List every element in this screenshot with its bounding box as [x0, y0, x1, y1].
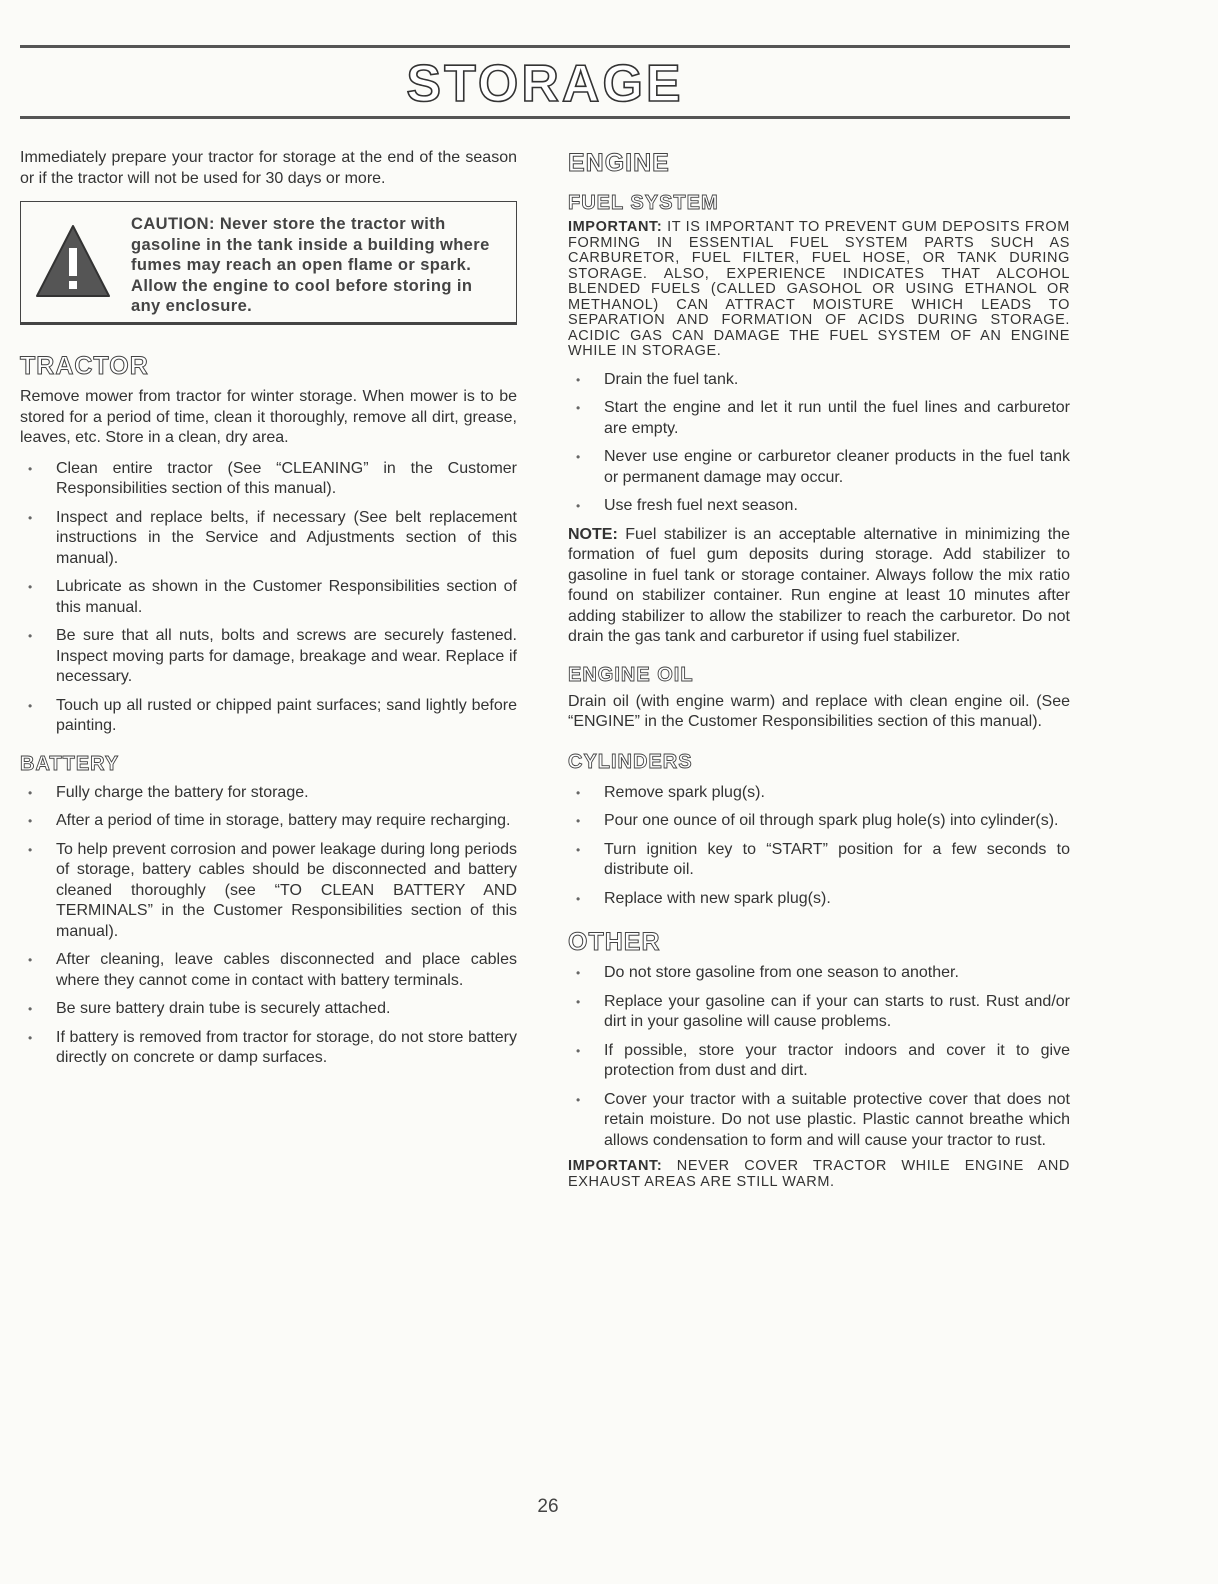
- other-important-text: IMPORTANT: NEVER COVER TRACTOR WHILE ENGINE AND EXHAUST AREAS ARE STILL WARM.: [568, 1158, 1070, 1190]
- fuel-important-text: IMPORTANT: IT IS IMPORTANT TO PREVENT GUM DEPOSITS FROM FORMING IN ESSENTIAL FUEL SYSTEM PARTS SUCH AS CARBURETOR, FUEL FILTER, FUEL HOSE, OR TANK DURING STORAGE. ALSO, EXPERIENCE INDICATES THAT ALCOHOL BLENDED FUELS (CALLED GASOHOL OR USING ETHANOL OR METHANOL) CAN ATTRACT MOISTURE WHICH LEADS TO SEPARATION AND FORMATION OF ACIDS DURING STORAGE. ACIDIC GAS CAN DAMAGE THE FUEL SYSTEM OF AN ENGINE WHILE IN STORAGE.: [568, 219, 1070, 359]
- engine-oil-heading: ENGINE OIL: [568, 663, 694, 686]
- list-item: • Turn ignition key to “START” position for a few seconds to distribute oil.: [576, 840, 1070, 878]
- list-item: • To help prevent corrosion and power leakage during long periods of storage, battery cables should be disconnected and battery cleaned thoroughly (see “TO CLEAN BATTERY AND TERMINALS” in the Customer Responsibilities section of this manual).: [28, 840, 517, 940]
- list-item: • Drain the fuel tank.: [576, 370, 739, 388]
- intro-text: Immediately prepare your tractor for storage at the end of the season or if the tractor will not be used for 30 days or more.: [20, 149, 517, 187]
- list-item: • Be sure battery drain tube is securely attached.: [28, 1000, 391, 1017]
- fuel-list: [568, 370, 1070, 517]
- tractor-list: [20, 459, 517, 737]
- tractor-heading: TRACTOR: [20, 352, 149, 380]
- list-item: • Lubricate as shown in the Customer Responsibilities section of this manual.: [28, 578, 517, 616]
- bottom-rule: [20, 116, 1070, 119]
- list-item: • Clean entire tractor (See “CLEANING” in the Customer Responsibilities section of this manual).: [28, 459, 517, 497]
- engine-heading: ENGINE: [568, 149, 670, 177]
- fuel-note-text: NOTE: Fuel stabilizer is an acceptable alternative in minimizing the formation of fuel gum deposits during storage. Add stabilizer to gasoline in fuel tank or storage container. Always follow the mix ratio found on stabilizer container. Run engine at least 10 minutes after adding stabilizer to allow the stabilizer to reach the carburetor. Do not drain the gas tank and carburetor if using fuel stabilizer.: [568, 525, 1070, 645]
- warning-icon: [33, 222, 113, 302]
- cylinders-heading: CYLINDERS: [568, 750, 693, 773]
- left-column: [20, 148, 517, 1077]
- list-item: • Replace with new spark plug(s).: [576, 889, 831, 907]
- list-item: • Touch up all rusted or chipped paint surfaces; sand lightly before painting.: [28, 696, 517, 734]
- caution-text: CAUTION: Never store the tractor with gasoline in the tank inside a building where fumes may reach an open flame or spark. Allow the engine to cool before storing in any enclosure.: [131, 215, 490, 315]
- list-item: • Pour one ounce of oil through spark plug hole(s) into cylinder(s).: [576, 812, 1059, 829]
- tractor-text: Remove mower from tractor for winter storage. When mower is to be stored for a period of time, clean it thoroughly, remove all dirt, grease, leaves, etc. Store in a clean, dry area.: [20, 388, 517, 446]
- list-item: • Do not store gasoline from one season to another.: [576, 964, 959, 981]
- list-item: • If possible, store your tractor indoors and cover it to give protection from dust and dirt.: [576, 1041, 1070, 1079]
- list-item: • After cleaning, leave cables disconnected and place cables where they cannot come in contact with battery terminals.: [28, 951, 517, 989]
- right-column: [568, 148, 1070, 1190]
- list-item: • Start the engine and let it run until the fuel lines and carburetor are empty.: [576, 399, 1070, 437]
- list-item: • Cover your tractor with a suitable protective cover that does not retain moisture. Do not use plastic. Plastic cannot breathe which allows condensation to form and will cause your tractor to rust.: [576, 1090, 1070, 1149]
- list-item: • Use fresh fuel next season.: [576, 497, 798, 514]
- other-heading: OTHER: [568, 928, 661, 956]
- other-list: [568, 963, 1070, 1151]
- list-item: • Inspect and replace belts, if necessary (See belt replacement instructions in the Service and Adjustments section of this manual).: [28, 508, 517, 567]
- list-item: • If battery is removed from tractor for storage, do not store battery directly on concrete or damp surfaces.: [28, 1028, 517, 1066]
- cylinders-list: [568, 783, 1070, 910]
- list-item: • Remove spark plug(s).: [576, 783, 765, 801]
- list-item: • Replace your gasoline can if your can starts to rust. Rust and/or dirt in your gasoline will cause problems.: [576, 992, 1070, 1030]
- battery-list: [20, 783, 517, 1069]
- list-item: • Be sure that all nuts, bolts and screws are securely fastened. Inspect moving parts for damage, breakage and wear. Replace if necessary.: [28, 627, 517, 685]
- page-number: 26: [537, 1496, 559, 1517]
- battery-heading: BATTERY: [20, 752, 120, 775]
- top-rule: [20, 45, 1070, 48]
- list-item: • Fully charge the battery for storage.: [28, 783, 309, 801]
- page-title: STORAGE: [406, 55, 684, 113]
- list-item: • Never use engine or carburetor cleaner products in the fuel tank or permanent damage may occur.: [576, 448, 1070, 486]
- engine-oil-text: Drain oil (with engine warm) and replace with clean engine oil. (See “ENGINE” in the Customer Responsibilities section of this manual).: [568, 692, 1070, 730]
- list-item: • After a period of time in storage, battery may require recharging.: [28, 812, 511, 829]
- fuel-system-heading: FUEL SYSTEM: [568, 192, 719, 214]
- caution-box: [20, 201, 517, 325]
